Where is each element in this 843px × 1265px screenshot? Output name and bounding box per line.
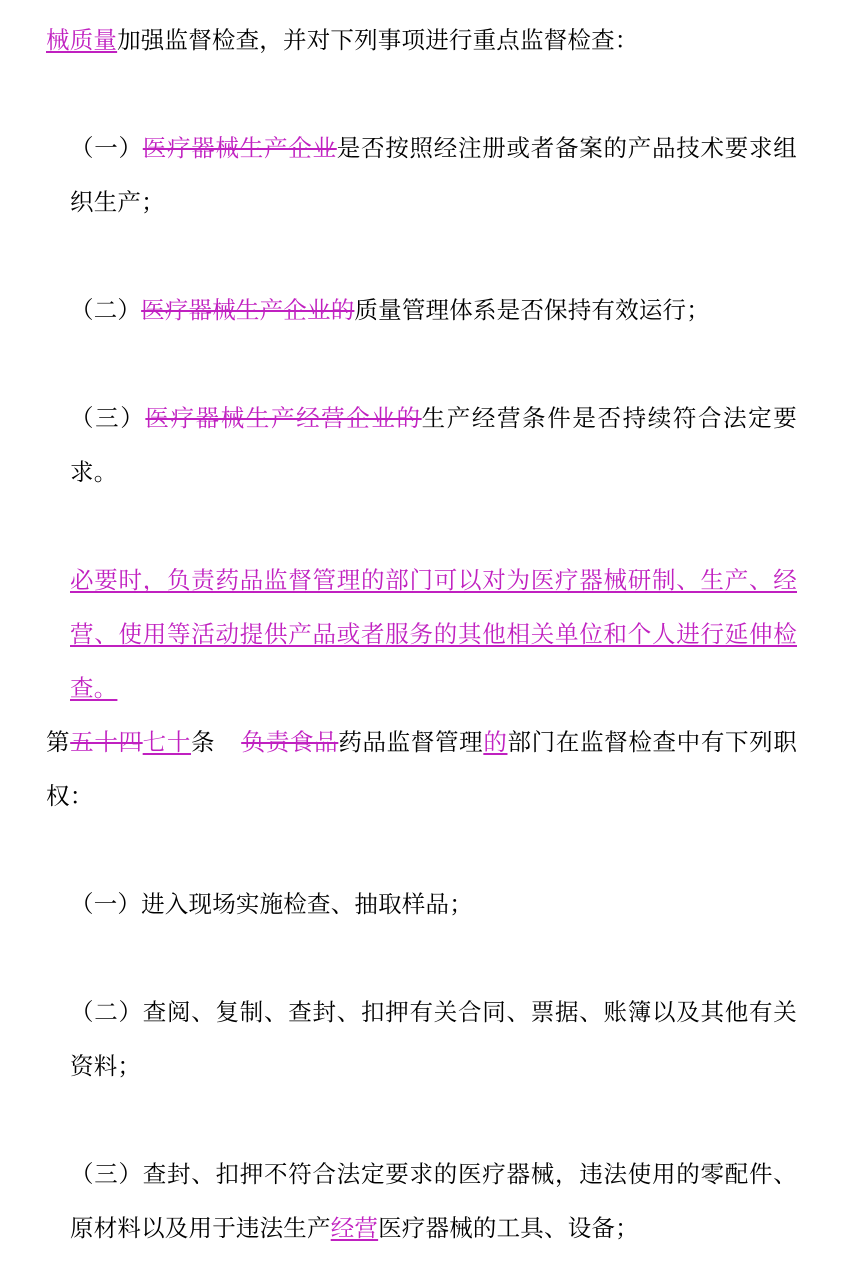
paragraph-item-two bbox=[46, 284, 797, 338]
body-text: 第 bbox=[46, 730, 71, 756]
body-text: （一） bbox=[70, 136, 143, 162]
body-text: 医疗器械的工具、设备； bbox=[378, 1216, 639, 1242]
body-text: （三） bbox=[70, 406, 146, 432]
deleted-text: 负责食品 bbox=[241, 730, 339, 756]
paragraph-inserted-extended-inspection bbox=[46, 554, 797, 716]
spacer bbox=[46, 338, 797, 392]
spacer bbox=[46, 68, 797, 122]
paragraph-item-three bbox=[46, 392, 797, 500]
inserted-text: 七十 bbox=[142, 730, 192, 756]
paragraph-article-heading bbox=[46, 716, 797, 824]
inserted-text: 的 bbox=[483, 730, 508, 756]
paragraph-continuation bbox=[46, 14, 797, 68]
paragraph-power-one bbox=[46, 878, 797, 932]
body-text: 质量管理体系是否保持有效运行； bbox=[354, 298, 710, 324]
body-text: 加强监督检查，并对下列事项进行重点监督检查： bbox=[117, 28, 639, 54]
paragraph-power-three bbox=[46, 1148, 797, 1256]
spacer bbox=[46, 500, 797, 554]
inserted-text: 械质量 bbox=[46, 28, 118, 54]
spacer bbox=[46, 932, 797, 986]
deleted-text: 医疗器械生产企业的 bbox=[141, 298, 355, 324]
body-text: （二） bbox=[70, 298, 142, 324]
paragraph-item-one bbox=[46, 122, 797, 230]
deleted-text: 医疗器械生产企业 bbox=[142, 136, 337, 162]
body-text: 是否按照经注册或者备案的产品技术要求组织生产； bbox=[70, 136, 797, 216]
body-text: 部门在监督检查中有下列职权： bbox=[46, 730, 798, 810]
inserted-text: 经营 bbox=[330, 1216, 379, 1242]
spacer bbox=[46, 230, 797, 284]
body-text: 条 bbox=[191, 730, 216, 756]
spacer bbox=[46, 824, 797, 878]
deleted-text: 五十四 bbox=[70, 730, 143, 756]
body-text: （一）进入现场实施检查、抽取样品； bbox=[70, 892, 473, 918]
body-text: 药品监督管理 bbox=[338, 730, 484, 756]
body-text: （三）查封、扣押不符合法定要求的医疗器械，违法使用的零配件、原材料以及用于违法生产 bbox=[70, 1162, 797, 1242]
inserted-text: 必要时，负责药品监督管理的部门可以对为医疗器械研制、生产、经营、使用等活动提供产品或者服务的其他相关单位和个人进行延伸检查。 bbox=[70, 568, 797, 702]
body-text: 生产经营条件是否持续符合法定要求。 bbox=[70, 406, 797, 486]
spacer bbox=[46, 1094, 797, 1148]
deleted-text: 医疗器械生产经营企业的 bbox=[145, 406, 422, 432]
body-text: （二）查阅、复制、查封、扣押有关合同、票据、账簿以及其他有关资料； bbox=[70, 1000, 797, 1080]
paragraph-power-two bbox=[46, 986, 797, 1094]
